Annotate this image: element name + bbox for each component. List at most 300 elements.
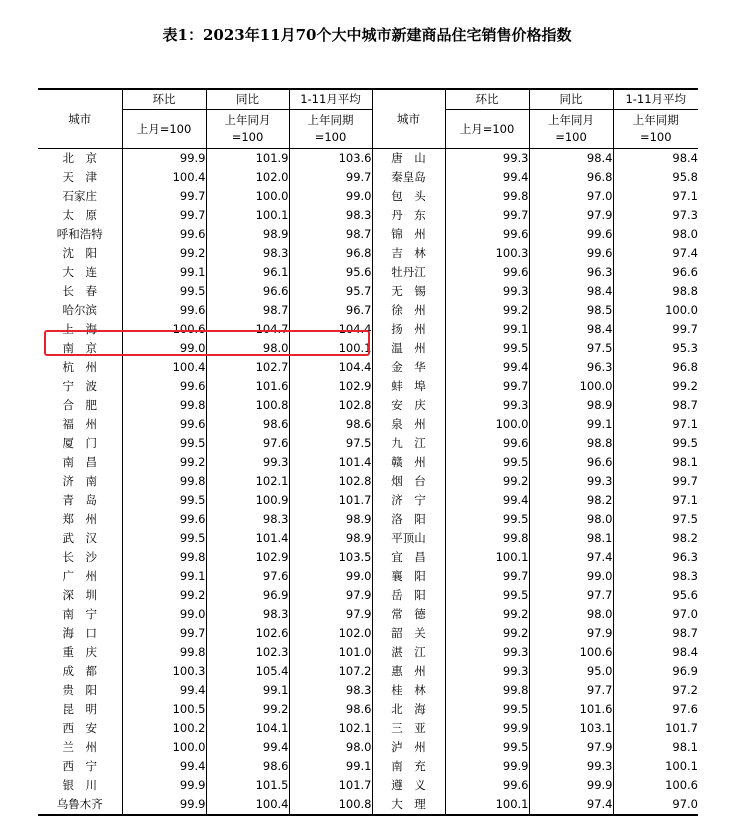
mom-value-cell: 99.3 — [445, 282, 529, 301]
avg-value-cell: 97.1 — [613, 415, 698, 434]
yoy-value-cell: 98.9 — [206, 225, 289, 244]
avg-value-cell: 98.1 — [613, 453, 698, 472]
avg-value-cell: 98.1 — [613, 738, 698, 757]
table-row — [38, 187, 698, 206]
avg-value-cell: 101.4 — [289, 453, 372, 472]
mom-value-cell: 99.9 — [122, 795, 206, 815]
avg-value-cell: 97.5 — [613, 510, 698, 529]
mom-value-cell: 99.1 — [122, 263, 206, 282]
yoy-value-cell: 99.1 — [529, 415, 613, 434]
yoy-value-cell: 102.6 — [206, 624, 289, 643]
yoy-value-cell: 100.9 — [206, 491, 289, 510]
table-row — [38, 282, 698, 301]
table-row — [38, 149, 698, 169]
table-row — [38, 263, 698, 282]
city-name-cell: 安 庆 — [372, 396, 445, 415]
mom-value-cell: 99.8 — [445, 529, 529, 548]
mom-value-cell: 99.5 — [445, 738, 529, 757]
city-name-cell: 济 南 — [62, 474, 97, 488]
yoy-value-cell: 101.9 — [206, 149, 289, 169]
mom-value-cell: 99.8 — [122, 643, 206, 662]
yoy-value-cell: 98.4 — [529, 320, 613, 339]
mom-value-cell: 99.3 — [445, 396, 529, 415]
city-name-cell: 呼和浩特 — [56, 227, 103, 241]
table-row — [38, 415, 698, 434]
mom-value-cell: 99.6 — [445, 434, 529, 453]
yoy-value-cell: 100.0 — [529, 377, 613, 396]
avg-value-cell: 97.9 — [289, 605, 372, 624]
header-yoy-left: 同比 — [206, 89, 289, 110]
avg-value-cell: 101.7 — [613, 719, 698, 738]
avg-value-cell: 95.6 — [613, 586, 698, 605]
city-name-cell: 福 州 — [62, 417, 97, 431]
avg-value-cell: 101.7 — [289, 776, 372, 795]
city-name-cell: 海 口 — [62, 626, 97, 640]
yoy-value-cell: 96.8 — [529, 168, 613, 187]
city-name-cell: 北 海 — [372, 700, 445, 719]
city-name-cell: 石家庄 — [62, 189, 97, 203]
city-name-cell: 泉 州 — [372, 415, 445, 434]
city-name-cell: 温 州 — [372, 339, 445, 358]
mom-value-cell: 99.4 — [122, 757, 206, 776]
mom-value-cell: 99.5 — [122, 529, 206, 548]
city-name-cell: 沈 阳 — [62, 246, 97, 260]
city-name-cell: 长 沙 — [62, 550, 97, 564]
avg-value-cell: 102.8 — [289, 472, 372, 491]
yoy-value-cell: 96.3 — [529, 263, 613, 282]
yoy-value-cell: 97.7 — [529, 586, 613, 605]
city-name-cell: 遵 义 — [372, 776, 445, 795]
city-name-cell: 大 理 — [372, 795, 445, 815]
avg-value-cell: 98.4 — [613, 149, 698, 169]
avg-value-cell: 99.1 — [289, 757, 372, 776]
avg-value-cell: 97.4 — [613, 244, 698, 263]
city-name-cell: 桂 林 — [372, 681, 445, 700]
yoy-value-cell: 98.7 — [206, 301, 289, 320]
yoy-value-cell: 98.5 — [529, 301, 613, 320]
mom-value-cell: 100.3 — [122, 662, 206, 681]
mom-value-cell: 100.4 — [122, 168, 206, 187]
city-name-cell: 上 海 — [62, 322, 97, 336]
city-name-cell: 郑 州 — [62, 512, 97, 526]
avg-value-cell: 98.9 — [289, 529, 372, 548]
avg-value-cell: 96.8 — [289, 244, 372, 263]
mom-value-cell: 99.5 — [122, 282, 206, 301]
city-name-cell: 兰 州 — [62, 740, 97, 754]
mom-value-cell: 99.8 — [122, 548, 206, 567]
mom-value-cell: 99.2 — [445, 605, 529, 624]
city-name-cell: 济 宁 — [372, 491, 445, 510]
page-title: 表1：2023年11月70个大中城市新建商品住宅销售价格指数 — [162, 26, 572, 44]
yoy-value-cell: 102.0 — [206, 168, 289, 187]
city-name-cell: 广 州 — [62, 569, 97, 583]
city-name-cell: 三 亚 — [372, 719, 445, 738]
avg-value-cell: 98.4 — [613, 643, 698, 662]
city-name-cell: 金 华 — [372, 358, 445, 377]
mom-value-cell: 99.6 — [445, 263, 529, 282]
city-name-cell: 牡丹江 — [372, 263, 445, 282]
mom-value-cell: 100.1 — [445, 795, 529, 815]
city-name-cell: 成 都 — [62, 664, 97, 678]
mom-value-cell: 99.5 — [445, 700, 529, 719]
header-avg-base-left: 上年同期=100 — [289, 110, 372, 149]
city-name-cell: 武 汉 — [62, 531, 97, 545]
avg-value-cell: 99.0 — [289, 567, 372, 586]
avg-value-cell: 107.2 — [289, 662, 372, 681]
header-mom-base-right: 上月=100 — [445, 110, 529, 149]
city-name-cell: 南 京 — [62, 341, 97, 355]
table-row — [38, 662, 698, 681]
city-name-cell: 蚌 埠 — [372, 377, 445, 396]
table-row — [38, 624, 698, 643]
avg-value-cell: 97.0 — [613, 605, 698, 624]
yoy-value-cell: 98.3 — [206, 605, 289, 624]
table-row — [38, 396, 698, 415]
city-name-cell: 厦 门 — [62, 436, 97, 450]
table-row — [38, 700, 698, 719]
city-name-cell: 湛 江 — [372, 643, 445, 662]
mom-value-cell: 99.6 — [122, 301, 206, 320]
yoy-value-cell: 96.9 — [206, 586, 289, 605]
yoy-value-cell: 99.6 — [529, 225, 613, 244]
table-row — [38, 472, 698, 491]
yoy-value-cell: 98.8 — [529, 434, 613, 453]
mom-value-cell: 99.7 — [445, 206, 529, 225]
mom-value-cell: 100.6 — [122, 320, 206, 339]
mom-value-cell: 99.9 — [122, 149, 206, 169]
avg-value-cell: 97.1 — [613, 491, 698, 510]
avg-value-cell: 97.0 — [613, 795, 698, 815]
mom-value-cell: 99.2 — [445, 472, 529, 491]
table-row — [38, 244, 698, 263]
avg-value-cell: 100.0 — [613, 301, 698, 320]
avg-value-cell: 99.5 — [613, 434, 698, 453]
table-row — [38, 510, 698, 529]
avg-value-cell: 103.5 — [289, 548, 372, 567]
header-yoy-base-right: 上年同月=100 — [529, 110, 613, 149]
mom-value-cell: 99.6 — [122, 225, 206, 244]
table-row — [38, 681, 698, 700]
yoy-value-cell: 98.2 — [529, 491, 613, 510]
mom-value-cell: 99.6 — [122, 415, 206, 434]
city-name-cell: 吉 林 — [372, 244, 445, 263]
header-city-right: 城市 — [372, 89, 445, 149]
yoy-value-cell: 97.5 — [529, 339, 613, 358]
header-avg-base-right: 上年同期=100 — [613, 110, 698, 149]
table-row — [38, 453, 698, 472]
yoy-value-cell: 98.4 — [529, 149, 613, 169]
city-name-cell: 秦皇岛 — [372, 168, 445, 187]
mom-value-cell: 99.0 — [122, 339, 206, 358]
city-name-cell: 北 京 — [38, 149, 122, 169]
yoy-value-cell: 102.3 — [206, 643, 289, 662]
yoy-value-cell: 99.4 — [206, 738, 289, 757]
mom-value-cell: 99.9 — [445, 719, 529, 738]
city-name-cell: 贵 阳 — [62, 683, 97, 697]
mom-value-cell: 99.1 — [445, 320, 529, 339]
avg-value-cell: 101.0 — [289, 643, 372, 662]
yoy-value-cell: 97.4 — [529, 795, 613, 815]
avg-value-cell: 98.3 — [289, 681, 372, 700]
avg-value-cell: 96.6 — [613, 263, 698, 282]
yoy-value-cell: 97.0 — [529, 187, 613, 206]
table-row — [38, 795, 698, 815]
header-yoy-base-left: 上年同月=100 — [206, 110, 289, 149]
yoy-value-cell: 103.1 — [529, 719, 613, 738]
city-name-cell: 重 庆 — [62, 645, 97, 659]
table-row — [38, 567, 698, 586]
avg-value-cell: 99.7 — [613, 320, 698, 339]
avg-value-cell: 98.0 — [289, 738, 372, 757]
price-index-table — [38, 88, 698, 816]
avg-value-cell: 96.8 — [613, 358, 698, 377]
avg-value-cell: 98.7 — [613, 396, 698, 415]
table-row — [38, 358, 698, 377]
yoy-value-cell: 99.6 — [529, 244, 613, 263]
mom-value-cell: 100.0 — [122, 738, 206, 757]
avg-value-cell: 97.3 — [613, 206, 698, 225]
table-row — [38, 225, 698, 244]
avg-value-cell: 100.8 — [289, 795, 372, 815]
city-name-cell: 合 肥 — [62, 398, 97, 412]
header-yoy-right: 同比 — [529, 89, 613, 110]
city-name-cell: 昆 明 — [62, 702, 97, 716]
city-name-cell: 南 昌 — [62, 455, 97, 469]
avg-value-cell: 98.7 — [289, 225, 372, 244]
avg-value-cell: 97.6 — [613, 700, 698, 719]
table-row — [38, 738, 698, 757]
avg-value-cell: 100.1 — [289, 339, 372, 358]
yoy-value-cell: 105.4 — [206, 662, 289, 681]
yoy-value-cell: 98.3 — [206, 510, 289, 529]
mom-value-cell: 100.1 — [445, 548, 529, 567]
mom-value-cell: 99.4 — [122, 681, 206, 700]
city-name-cell: 唐 山 — [372, 149, 445, 169]
avg-value-cell: 100.1 — [613, 757, 698, 776]
avg-value-cell: 104.4 — [289, 358, 372, 377]
mom-value-cell: 99.2 — [445, 301, 529, 320]
city-name-cell: 哈尔滨 — [62, 303, 97, 317]
yoy-value-cell: 104.7 — [206, 320, 289, 339]
mom-value-cell: 99.3 — [445, 643, 529, 662]
table-row — [38, 491, 698, 510]
mom-value-cell: 99.4 — [445, 491, 529, 510]
mom-value-cell: 99.5 — [445, 586, 529, 605]
mom-value-cell: 99.2 — [122, 453, 206, 472]
yoy-value-cell: 99.9 — [529, 776, 613, 795]
mom-value-cell: 99.4 — [445, 358, 529, 377]
avg-value-cell: 98.0 — [613, 225, 698, 244]
yoy-value-cell: 99.3 — [529, 472, 613, 491]
avg-value-cell: 98.6 — [289, 415, 372, 434]
city-name-cell: 扬 州 — [372, 320, 445, 339]
avg-value-cell: 98.8 — [613, 282, 698, 301]
yoy-value-cell: 100.4 — [206, 795, 289, 815]
avg-value-cell: 97.1 — [613, 187, 698, 206]
table-row — [38, 529, 698, 548]
mom-value-cell: 99.7 — [122, 187, 206, 206]
mom-value-cell: 100.4 — [122, 358, 206, 377]
yoy-value-cell: 98.0 — [206, 339, 289, 358]
avg-value-cell: 102.1 — [289, 719, 372, 738]
mom-value-cell: 99.6 — [445, 225, 529, 244]
city-name-cell: 襄 阳 — [372, 567, 445, 586]
table-row — [38, 605, 698, 624]
avg-value-cell: 95.6 — [289, 263, 372, 282]
avg-value-cell: 97.5 — [289, 434, 372, 453]
yoy-value-cell: 98.9 — [529, 396, 613, 415]
header-avg-left: 1-11月平均 — [289, 89, 372, 110]
yoy-value-cell: 100.6 — [529, 643, 613, 662]
header-mom-right: 环比 — [445, 89, 529, 110]
city-name-cell: 南 宁 — [62, 607, 97, 621]
yoy-value-cell: 97.9 — [529, 738, 613, 757]
city-name-cell: 大 连 — [62, 265, 97, 279]
city-name-cell: 丹 东 — [372, 206, 445, 225]
city-name-cell: 洛 阳 — [372, 510, 445, 529]
yoy-value-cell: 97.4 — [529, 548, 613, 567]
city-name-cell: 乌鲁木齐 — [38, 795, 122, 815]
avg-value-cell: 96.9 — [613, 662, 698, 681]
table-row — [38, 586, 698, 605]
city-name-cell: 惠 州 — [372, 662, 445, 681]
yoy-value-cell: 97.6 — [206, 434, 289, 453]
city-name-cell: 泸 州 — [372, 738, 445, 757]
yoy-value-cell: 98.3 — [206, 244, 289, 263]
city-name-cell: 常 德 — [372, 605, 445, 624]
yoy-value-cell: 97.6 — [206, 567, 289, 586]
yoy-value-cell: 98.6 — [206, 757, 289, 776]
yoy-value-cell: 100.8 — [206, 396, 289, 415]
mom-value-cell: 99.7 — [445, 567, 529, 586]
avg-value-cell: 104.4 — [289, 320, 372, 339]
yoy-value-cell: 98.0 — [529, 510, 613, 529]
mom-value-cell: 99.4 — [445, 168, 529, 187]
mom-value-cell: 99.3 — [445, 662, 529, 681]
yoy-value-cell: 97.9 — [529, 206, 613, 225]
avg-value-cell: 96.3 — [613, 548, 698, 567]
city-name-cell: 烟 台 — [372, 472, 445, 491]
yoy-value-cell: 98.0 — [529, 605, 613, 624]
mom-value-cell: 99.5 — [445, 510, 529, 529]
mom-value-cell: 99.3 — [445, 149, 529, 169]
yoy-value-cell: 101.6 — [529, 700, 613, 719]
yoy-value-cell: 97.9 — [529, 624, 613, 643]
city-name-cell: 太 原 — [62, 208, 97, 222]
avg-value-cell: 95.8 — [613, 168, 698, 187]
yoy-value-cell: 98.6 — [206, 415, 289, 434]
mom-value-cell: 99.5 — [445, 339, 529, 358]
yoy-value-cell: 95.0 — [529, 662, 613, 681]
table-row — [38, 548, 698, 567]
avg-value-cell: 95.3 — [613, 339, 698, 358]
yoy-value-cell: 97.7 — [529, 681, 613, 700]
header-mom-base-left: 上月=100 — [122, 110, 206, 149]
yoy-value-cell: 102.7 — [206, 358, 289, 377]
city-name-cell: 银 川 — [62, 778, 97, 792]
city-name-cell: 长 春 — [62, 284, 97, 298]
mom-value-cell: 99.2 — [445, 624, 529, 643]
mom-value-cell: 99.8 — [122, 472, 206, 491]
header-city-left: 城市 — [38, 89, 122, 149]
city-name-cell: 西 安 — [62, 721, 97, 735]
yoy-value-cell: 104.1 — [206, 719, 289, 738]
avg-value-cell: 97.9 — [289, 586, 372, 605]
avg-value-cell: 103.6 — [289, 149, 372, 169]
avg-value-cell: 99.0 — [289, 187, 372, 206]
mom-value-cell: 99.6 — [445, 776, 529, 795]
mom-value-cell: 99.7 — [122, 206, 206, 225]
avg-value-cell: 99.7 — [289, 168, 372, 187]
city-name-cell: 南 充 — [372, 757, 445, 776]
avg-value-cell: 98.7 — [613, 624, 698, 643]
mom-value-cell: 99.8 — [445, 681, 529, 700]
mom-value-cell: 99.2 — [122, 244, 206, 263]
city-name-cell: 青 岛 — [62, 493, 97, 507]
avg-value-cell: 100.6 — [613, 776, 698, 795]
table-row — [38, 757, 698, 776]
avg-value-cell: 102.8 — [289, 396, 372, 415]
yoy-value-cell: 102.9 — [206, 548, 289, 567]
yoy-value-cell: 99.3 — [206, 453, 289, 472]
city-name-cell: 西 宁 — [62, 759, 97, 773]
table-row — [38, 643, 698, 662]
yoy-value-cell: 100.1 — [206, 206, 289, 225]
table-row — [38, 206, 698, 225]
mom-value-cell: 100.5 — [122, 700, 206, 719]
avg-value-cell: 95.7 — [289, 282, 372, 301]
city-name-cell: 徐 州 — [372, 301, 445, 320]
avg-value-cell: 98.2 — [613, 529, 698, 548]
mom-value-cell: 100.3 — [445, 244, 529, 263]
header-avg-right: 1-11月平均 — [613, 89, 698, 110]
city-name-cell: 赣 州 — [372, 453, 445, 472]
table-row — [38, 377, 698, 396]
mom-value-cell: 100.0 — [445, 415, 529, 434]
city-name-cell: 杭 州 — [62, 360, 97, 374]
avg-value-cell: 99.7 — [613, 472, 698, 491]
mom-value-cell: 99.0 — [122, 605, 206, 624]
city-name-cell: 天 津 — [62, 170, 97, 184]
city-name-cell: 深 圳 — [62, 588, 97, 602]
table-row — [38, 776, 698, 795]
avg-value-cell: 98.6 — [289, 700, 372, 719]
city-name-cell: 九 江 — [372, 434, 445, 453]
yoy-value-cell: 101.6 — [206, 377, 289, 396]
avg-value-cell: 102.0 — [289, 624, 372, 643]
mom-value-cell: 99.9 — [445, 757, 529, 776]
city-name-cell: 宁 波 — [62, 379, 97, 393]
mom-value-cell: 99.5 — [445, 453, 529, 472]
yoy-value-cell: 98.1 — [529, 529, 613, 548]
avg-value-cell: 98.3 — [613, 567, 698, 586]
mom-value-cell: 99.7 — [122, 624, 206, 643]
mom-value-cell: 99.6 — [122, 510, 206, 529]
mom-value-cell: 99.5 — [122, 434, 206, 453]
city-name-cell: 韶 关 — [372, 624, 445, 643]
avg-value-cell: 98.9 — [289, 510, 372, 529]
avg-value-cell: 97.2 — [613, 681, 698, 700]
mom-value-cell: 99.6 — [122, 377, 206, 396]
avg-value-cell: 96.7 — [289, 301, 372, 320]
yoy-value-cell: 99.0 — [529, 567, 613, 586]
table-row — [38, 301, 698, 320]
mom-value-cell: 99.8 — [445, 187, 529, 206]
yoy-value-cell: 99.3 — [529, 757, 613, 776]
avg-value-cell: 102.9 — [289, 377, 372, 396]
mom-value-cell: 99.2 — [122, 586, 206, 605]
nanjing-highlight-box — [44, 330, 370, 356]
